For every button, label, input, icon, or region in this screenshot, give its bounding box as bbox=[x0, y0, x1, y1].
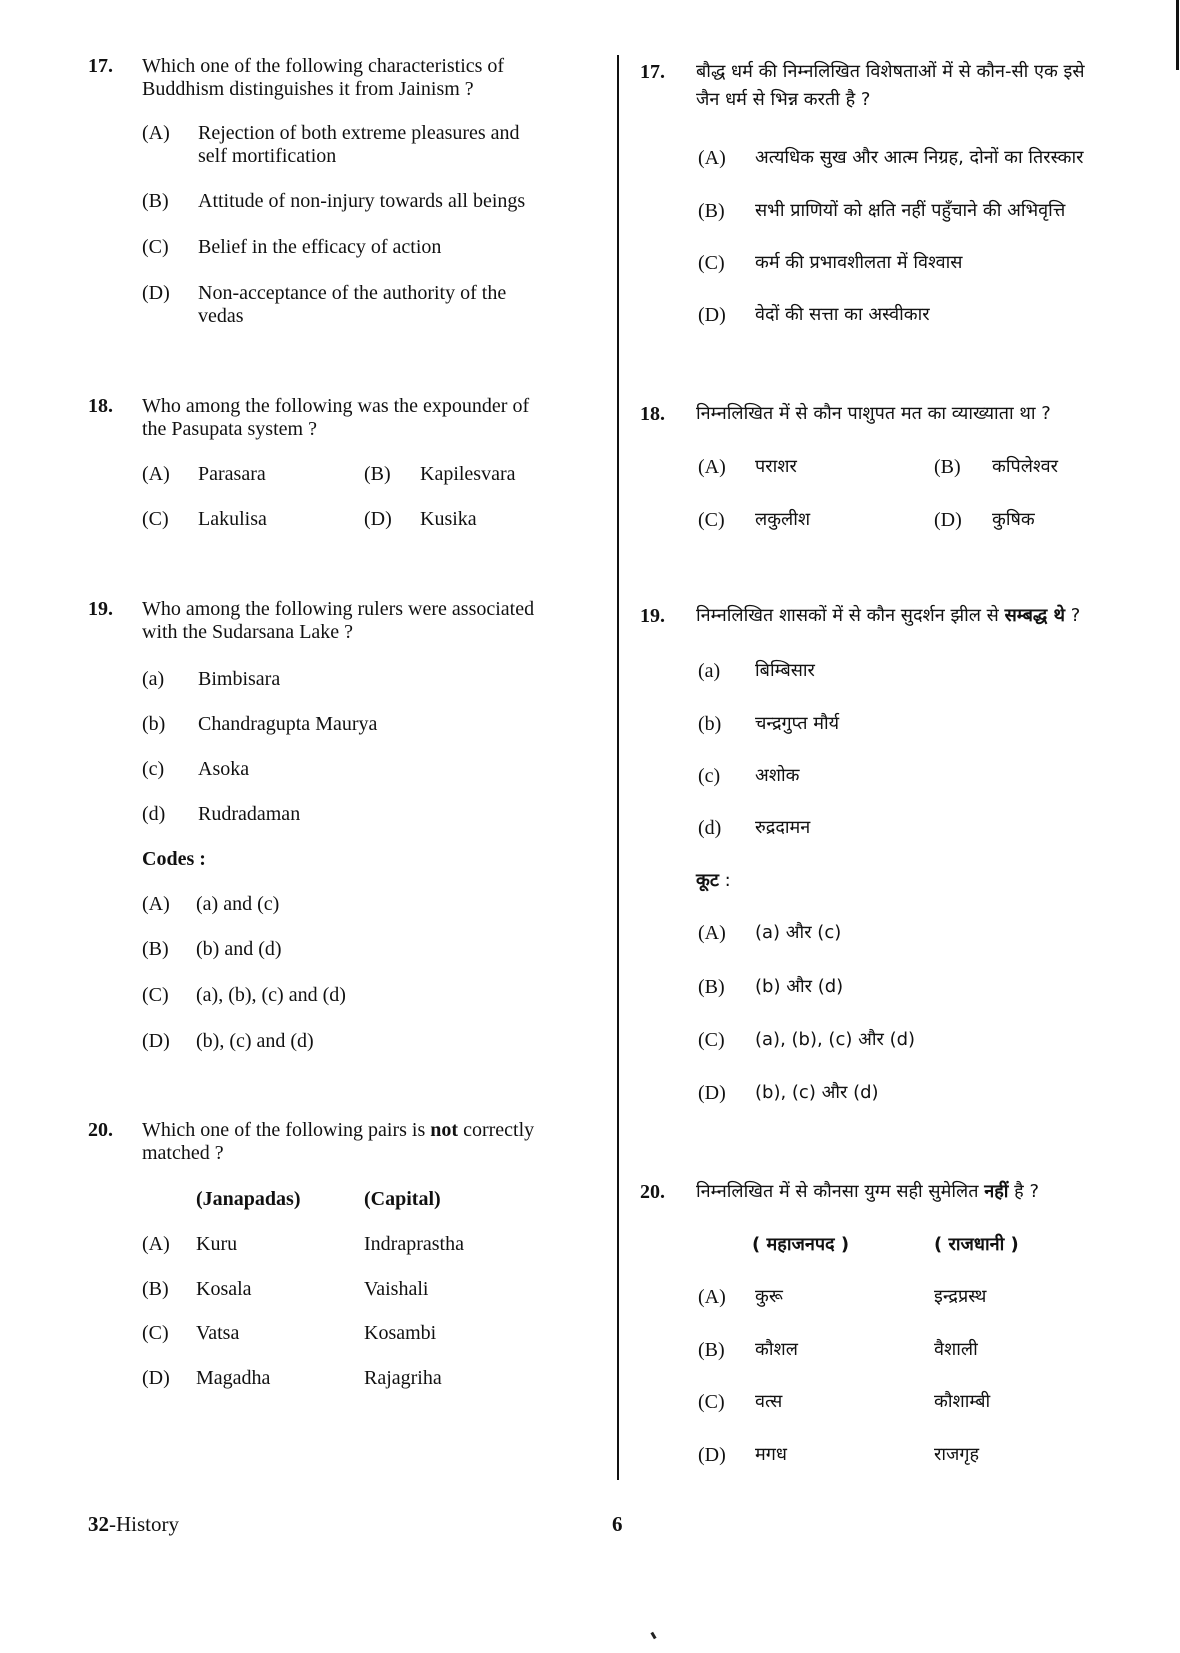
option-c-rajdhani: कौशाम्बी bbox=[934, 1391, 991, 1412]
item-c-text: अशोक bbox=[755, 765, 800, 786]
option-a-mahajanapada: कुरू bbox=[755, 1286, 783, 1307]
option-c-janapada: Vatsa bbox=[196, 1322, 240, 1344]
question-number: 17. bbox=[640, 61, 665, 83]
question-stem: निम्नलिखित में से कौन पाशुपत मत का व्याख्याता था ? bbox=[696, 403, 1051, 424]
option-a-label: (A) bbox=[698, 147, 726, 169]
question-number: 18. bbox=[640, 403, 665, 425]
question-stem-line1: बौद्ध धर्म की निम्नलिखित विशेषताओं में से कौन-सी एक इसे bbox=[696, 61, 1085, 82]
option-d-text: कुषिक bbox=[992, 509, 1035, 530]
option-a-label: (A) bbox=[698, 1286, 726, 1308]
option-b-label: (B) bbox=[142, 1278, 169, 1300]
option-b-label: (B) bbox=[364, 463, 391, 485]
option-b-text: Attitude of non-injury towards all beings bbox=[198, 190, 526, 212]
question-stem-line2: with the Sudarsana Lake ? bbox=[142, 621, 354, 643]
option-b-janapada: Kosala bbox=[196, 1278, 252, 1300]
item-b-text: चन्द्रगुप्त मौर्य bbox=[755, 713, 840, 734]
item-c-text: Asoka bbox=[198, 758, 250, 780]
option-b-text: कपिलेश्वर bbox=[992, 456, 1058, 477]
option-d-text-cont: vedas bbox=[198, 305, 244, 327]
option-c-text: कर्म की प्रभावशीलता में विश्वास bbox=[755, 252, 963, 273]
option-a-text: Parasara bbox=[198, 463, 266, 485]
option-a-text-cont: self mortification bbox=[198, 145, 337, 167]
option-c-capital: Kosambi bbox=[364, 1322, 437, 1344]
question-stem-line1: Who among the following was the expounder of bbox=[142, 395, 530, 417]
option-a-text: (a) और (c) bbox=[755, 922, 842, 943]
question-number: 20. bbox=[640, 1181, 665, 1203]
option-b-label: (B) bbox=[698, 976, 725, 998]
option-d-label: (D) bbox=[142, 1030, 170, 1052]
item-d-label: (d) bbox=[698, 817, 722, 839]
option-d-label: (D) bbox=[698, 1082, 726, 1104]
paper-code: 32-History bbox=[88, 1512, 179, 1536]
option-c-label: (C) bbox=[142, 1322, 169, 1344]
item-c-label: (c) bbox=[142, 758, 165, 780]
page-number: 6 bbox=[612, 1512, 623, 1536]
option-d-label: (D) bbox=[934, 509, 962, 531]
codes-label: कूट : bbox=[696, 870, 731, 891]
option-c-label: (C) bbox=[698, 1391, 725, 1413]
item-a-label: (a) bbox=[142, 668, 165, 690]
question-stem-line1: Which one of the following pairs is not correctly bbox=[142, 1119, 535, 1141]
option-b-text: (b) and (d) bbox=[196, 938, 282, 960]
option-b-label: (B) bbox=[142, 190, 169, 212]
option-d-capital: Rajagriha bbox=[364, 1367, 442, 1389]
option-d-label: (D) bbox=[142, 282, 170, 304]
option-a-janapada: Kuru bbox=[196, 1233, 238, 1255]
column-header-rajdhani: ( राजधानी ) bbox=[934, 1234, 1019, 1255]
option-b-capital: Vaishali bbox=[364, 1278, 429, 1300]
question-stem-line2: जैन धर्म से भिन्न करती है ? bbox=[696, 89, 871, 110]
option-d-text: (b), (c) and (d) bbox=[196, 1030, 314, 1052]
item-b-label: (b) bbox=[698, 713, 722, 735]
option-b-rajdhani: वैशाली bbox=[934, 1339, 978, 1360]
page-edge-mark bbox=[1176, 0, 1179, 70]
question-number: 17. bbox=[88, 55, 113, 77]
option-d-text: Kusika bbox=[420, 508, 477, 530]
option-d-text: Non-acceptance of the authority of the bbox=[198, 282, 507, 304]
option-c-text: Belief in the efficacy of action bbox=[198, 236, 442, 258]
option-d-text: वेदों की सत्ता का अस्वीकार bbox=[755, 304, 930, 325]
question-stem: निम्नलिखित में से कौनसा युग्म सही सुमेलित नहीं है ? bbox=[696, 1181, 1039, 1202]
option-d-label: (D) bbox=[142, 1367, 170, 1389]
option-a-text: पराशर bbox=[755, 456, 797, 477]
option-d-rajdhani: राजगृह bbox=[934, 1444, 980, 1465]
item-a-label: (a) bbox=[698, 660, 721, 682]
question-stem-line2: matched ? bbox=[142, 1142, 224, 1164]
option-a-label: (A) bbox=[142, 463, 170, 485]
scan-speck bbox=[650, 1632, 656, 1640]
option-d-janapada: Magadha bbox=[196, 1367, 271, 1389]
column-divider bbox=[617, 55, 619, 1480]
item-a-text: Bimbisara bbox=[198, 668, 281, 690]
question-stem-line2: Buddhism distinguishes it from Jainism ? bbox=[142, 78, 474, 100]
option-d-label: (D) bbox=[698, 1444, 726, 1466]
item-d-text: Rudradaman bbox=[198, 803, 301, 825]
item-d-label: (d) bbox=[142, 803, 166, 825]
item-c-label: (c) bbox=[698, 765, 721, 787]
column-header-janapadas: (Janapadas) bbox=[196, 1188, 301, 1210]
option-c-label: (C) bbox=[698, 1029, 725, 1051]
question-number: 19. bbox=[88, 598, 113, 620]
option-a-rajdhani: इन्द्रप्रस्थ bbox=[934, 1286, 987, 1307]
option-c-text: (a), (b), (c) और (d) bbox=[755, 1029, 916, 1050]
option-c-text: लकुलीश bbox=[755, 509, 811, 530]
option-c-text: Lakulisa bbox=[198, 508, 267, 530]
option-b-text: Kapilesvara bbox=[420, 463, 516, 485]
option-b-mahajanapada: कौशल bbox=[755, 1339, 798, 1360]
option-b-label: (B) bbox=[698, 1339, 725, 1361]
column-header-mahajanapada: ( महाजनपद ) bbox=[752, 1234, 850, 1255]
question-number: 18. bbox=[88, 395, 113, 417]
item-d-text: रुद्रदामन bbox=[755, 817, 811, 838]
option-c-mahajanapada: वत्स bbox=[755, 1391, 783, 1412]
option-a-label: (A) bbox=[142, 122, 170, 144]
option-a-label: (A) bbox=[142, 1233, 170, 1255]
option-b-label: (B) bbox=[698, 200, 725, 222]
option-a-text: अत्यधिक सुख और आत्म निग्रह, दोनों का तिरस्कार bbox=[755, 147, 1084, 168]
option-a-text: Rejection of both extreme pleasures and bbox=[198, 122, 520, 144]
option-c-label: (C) bbox=[142, 984, 169, 1006]
item-b-label: (b) bbox=[142, 713, 166, 735]
option-c-label: (C) bbox=[698, 509, 725, 531]
item-b-text: Chandragupta Maurya bbox=[198, 713, 378, 735]
option-c-label: (C) bbox=[698, 252, 725, 274]
option-b-text: सभी प्राणियों को क्षति नहीं पहुँचाने की अभिवृत्ति bbox=[755, 200, 1066, 221]
option-a-capital: Indraprastha bbox=[364, 1233, 464, 1255]
question-stem: निम्नलिखित शासकों में से कौन सुदर्शन झील से सम्बद्ध थे ? bbox=[696, 605, 1081, 626]
option-b-label: (B) bbox=[142, 938, 169, 960]
option-c-text: (a), (b), (c) and (d) bbox=[196, 984, 346, 1006]
option-b-text: (b) और (d) bbox=[755, 976, 844, 997]
option-b-label: (B) bbox=[934, 456, 961, 478]
item-a-text: बिम्बिसार bbox=[755, 660, 815, 681]
column-header-capital: (Capital) bbox=[364, 1188, 441, 1210]
question-stem-line2: the Pasupata system ? bbox=[142, 418, 317, 440]
question-number: 19. bbox=[640, 605, 665, 627]
question-stem-line1: Who among the following rulers were associated bbox=[142, 598, 535, 620]
option-d-text: (b), (c) और (d) bbox=[755, 1082, 879, 1103]
option-a-label: (A) bbox=[142, 893, 170, 915]
option-d-mahajanapada: मगध bbox=[755, 1444, 787, 1465]
option-c-label: (C) bbox=[142, 236, 169, 258]
question-stem-line1: Which one of the following characteristics of bbox=[142, 55, 505, 77]
option-d-label: (D) bbox=[698, 304, 726, 326]
option-c-label: (C) bbox=[142, 508, 169, 530]
question-number: 20. bbox=[88, 1119, 113, 1141]
option-a-label: (A) bbox=[698, 456, 726, 478]
option-a-text: (a) and (c) bbox=[196, 893, 280, 915]
option-a-label: (A) bbox=[698, 922, 726, 944]
option-d-label: (D) bbox=[364, 508, 392, 530]
codes-label: Codes : bbox=[142, 848, 206, 870]
